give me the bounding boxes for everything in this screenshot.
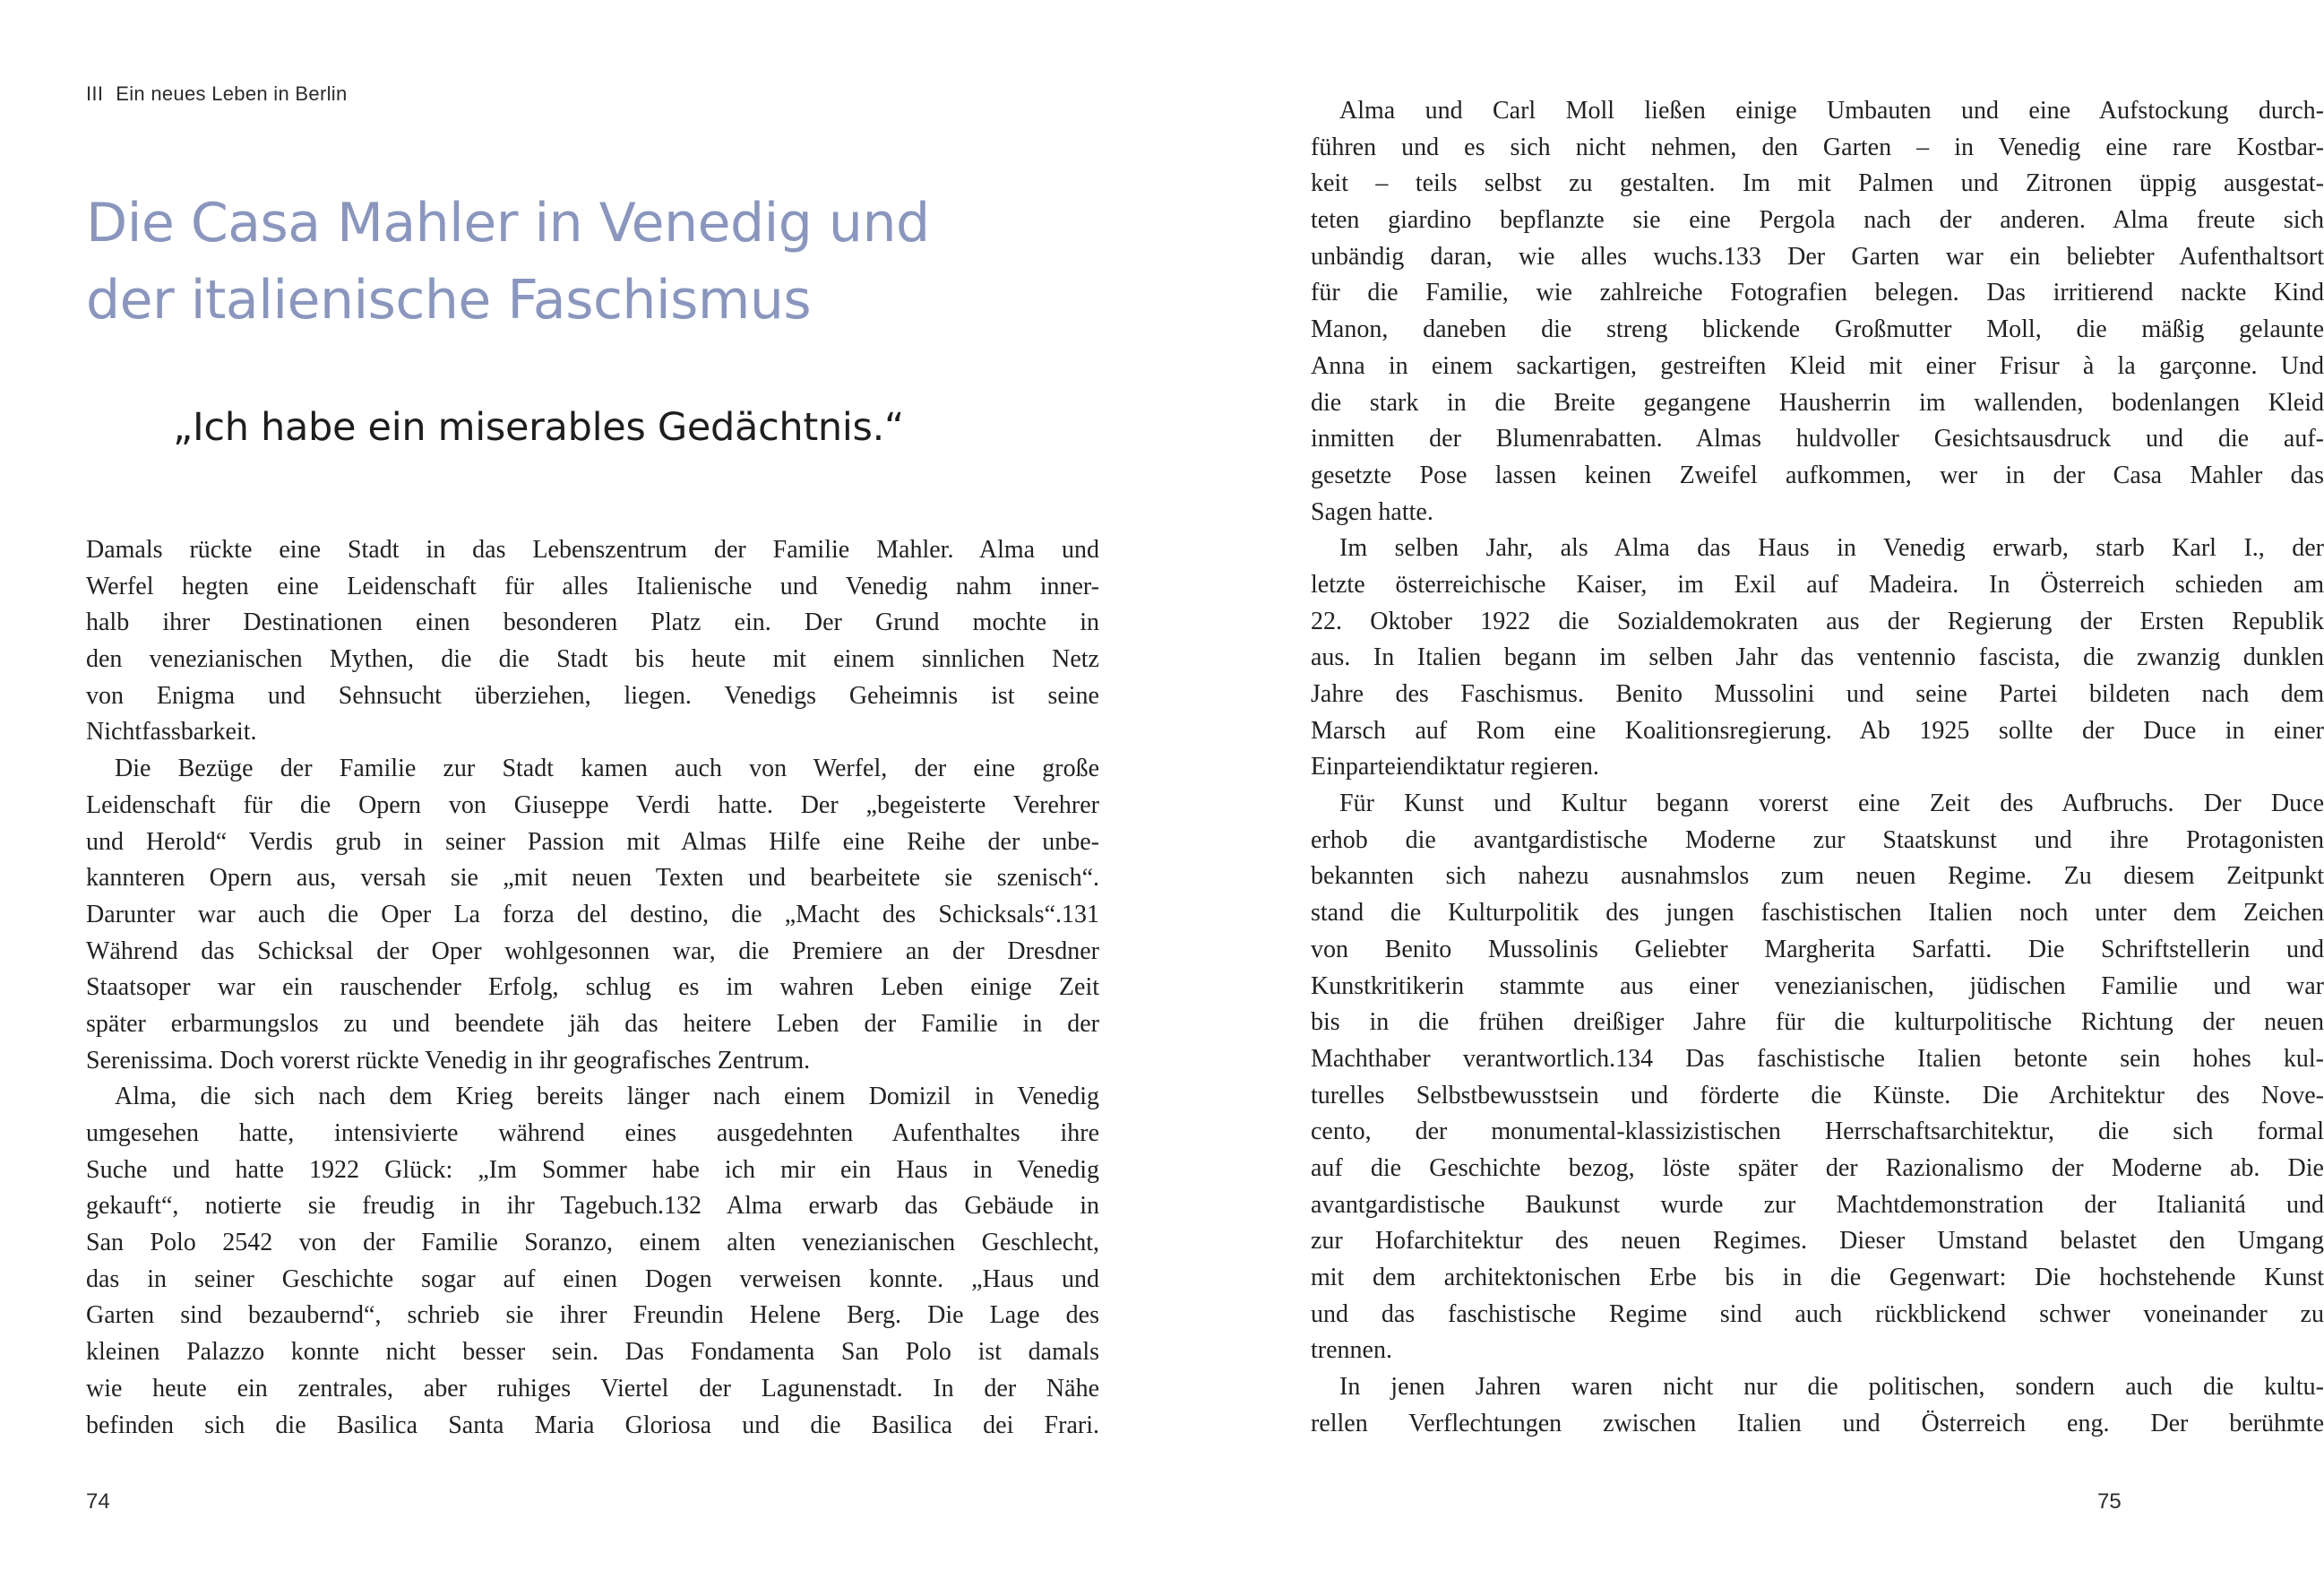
text-line: und das faschistische Regime sind auch rückblickend schwer voneinander zu	[1311, 1299, 2324, 1328]
text-line: inmitten der Blumenrabatten. Almas huldvoller Gesichtsausdruck und die auf-	[1311, 425, 2324, 453]
text-line: Anna in einem sackartigen, gestreiften Kleid mit einer Frisur à la garçonne. Und	[1311, 351, 2324, 380]
right-page	[1093, 0, 2324, 1588]
chapter-title-line-2: der italienische Faschismus	[86, 269, 812, 332]
text-line: von Enigma und Sehnsucht überziehen, liegen. Venedigs Geheimnis ist seine	[86, 681, 1099, 710]
text-line: Während das Schicksal der Oper wohlgesonnen war, die Premiere an der Dresdner	[86, 936, 1099, 965]
text-line: In jenen Jahren waren nicht nur die politischen, sondern auch die kultu-	[1339, 1373, 2324, 1402]
epigraph-quote: „Ich habe ein miserables Gedächtnis.“	[173, 405, 904, 450]
text-line: San Polo 2542 von der Familie Soranzo, einem alten venezianischen Geschlecht,	[86, 1229, 1099, 1257]
text-line: kannteren Opern aus, versah sie „mit neuen Texten und bearbeitete sie szenisch“.	[86, 864, 1099, 893]
text-line: Werfel hegten eine Leidenschaft für alles Italienische und Venedig nahm inner-	[86, 572, 1099, 600]
text-line: auf die Geschichte bezog, löste später der Razionalismo der Moderne ab. Die	[1311, 1153, 2324, 1182]
text-line: Manon, daneben die streng blickende Großmutter Moll, die mäßig gelaunte	[1311, 315, 2324, 344]
text-line: Damals rückte eine Stadt in das Lebenszentrum der Familie Mahler. Alma und	[86, 536, 1099, 564]
text-line: cento, der monumental-klassizistischen Herrschaftsarchitektur, die sich formal	[1311, 1118, 2324, 1146]
text-line: Jahre des Faschismus. Benito Mussolini und seine Partei bildeten nach dem	[1311, 680, 2324, 708]
text-line: Darunter war auch die Oper La forza del destino, die „Macht des Schicksals“.131	[86, 900, 1099, 928]
text-line: zur Hofarchitektur des neuen Regimes. Dieser Umstand belastet den Umgang	[1311, 1227, 2324, 1256]
text-line: und Herold“ Verdis grub in seiner Passion mit Almas Hilfe eine Reihe der unbe-	[86, 827, 1099, 856]
text-line: Suche und hatte 1922 Glück: „Im Sommer habe ich mir ein Haus in Venedig	[86, 1155, 1099, 1184]
text-line: Nichtfassbarkeit.	[86, 718, 257, 747]
running-head-text: Ein neues Leben in Berlin	[116, 82, 348, 105]
text-line: führen und es sich nicht nehmen, den Garten – in Venedig eine rare Kostbar-	[1311, 133, 2324, 161]
text-line: mit dem architektonischen Erbe bis in die Gegenwart: Die hochstehende Kunst	[1311, 1264, 2324, 1291]
text-line: Marsch auf Rom eine Koalitionsregierung. Ab 1925 sollte der Duce in einer	[1311, 716, 2324, 745]
text-line: Alma, die sich nach dem Krieg bereits länger nach einem Domizil in Venedig	[115, 1083, 1099, 1111]
chapter-title-line-1: Die Casa Mahler in Venedig und	[86, 192, 930, 255]
text-line: das in seiner Geschichte sogar auf einen Dogen verweisen konnte. „Haus und	[86, 1264, 1099, 1293]
text-line: den venezianischen Mythen, die die Stadt bis heute mit einem sinnlichen Netz	[86, 645, 1099, 674]
text-line: Machthaber verantwortlich.134 Das faschistische Italien betonte sein hohes kul-	[1311, 1044, 2324, 1073]
text-line: wie heute ein zentrales, aber ruhiges Viertel der Lagunenstadt. In der Nähe	[86, 1374, 1099, 1402]
text-line: für die Familie, wie zahlreiche Fotografien belegen. Das irritierend nackte Kind	[1311, 279, 2324, 307]
text-line: umgesehen hatte, intensivierte während eines ausgedehnten Aufenthaltes ihre	[86, 1119, 1099, 1147]
text-line: bekannten sich nahezu ausnahmslos zum neuen Regime. Zu diesem Zeitpunkt	[1311, 862, 2324, 891]
running-head-part-numeral: III	[86, 82, 104, 105]
text-line: Kunstkritikerin stammte aus einer venezianischen, jüdischen Familie und war	[1311, 971, 2324, 1000]
text-line: kleinen Palazzo konnte nicht besser sein. Das Fondamenta San Polo ist damals	[86, 1338, 1099, 1367]
page-number-right: 75	[2097, 1489, 2122, 1514]
text-line: aus. In Italien begann im selben Jahr das ventennio fascista, die zwanzig dunklen	[1311, 643, 2324, 672]
text-line: Alma und Carl Moll ließen einige Umbauten und eine Aufstockung durch-	[1339, 97, 2324, 125]
text-line: unbändig daran, wie alles wuchs.133 Der Garten war ein beliebter Aufenthaltsort	[1311, 242, 2324, 271]
text-line: teten giardino bepflanzte sie eine Pergola nach der anderen. Alma freute sich	[1311, 206, 2324, 235]
text-line: später erbarmungslos zu und beendete jäh das heitere Leben der Familie in der	[86, 1009, 1099, 1038]
text-line: trennen.	[1311, 1336, 1392, 1365]
text-line: Für Kunst und Kultur begann vorerst eine Zeit des Aufbruchs. Der Duce	[1339, 790, 2324, 818]
text-line: rellen Verflechtungen zwischen Italien und Österreich eng. Der berühmte	[1311, 1409, 2324, 1437]
text-line: stand die Kulturpolitik des jungen faschistischen Italien noch unter dem Zeichen	[1311, 899, 2324, 928]
right-body-text	[1311, 93, 2324, 1442]
text-line: halb ihrer Destinationen einen besonderen Platz ein. Der Grund mochte in	[86, 608, 1099, 637]
left-body-text	[86, 532, 1099, 1444]
text-line: gesetzte Pose lassen keinen Zweifel aufkommen, wer in der Casa Mahler das	[1311, 461, 2324, 489]
running-head	[86, 82, 347, 106]
text-line: Sagen hatte.	[1311, 497, 1433, 526]
text-line: von Benito Mussolinis Geliebter Margherita Sarfatti. Die Schriftstellerin und	[1311, 935, 2324, 963]
text-line: die stark in die Breite gegangene Hausherrin im wallenden, bodenlangen Kleid	[1311, 388, 2324, 417]
text-line: Im selben Jahr, als Alma das Haus in Venedig erwarb, starb Karl I., der	[1339, 534, 2324, 563]
text-line: Leidenschaft für die Opern von Giuseppe Verdi hatte. Der „begeisterte Verehrer	[86, 790, 1099, 819]
page-number-left: 74	[86, 1489, 110, 1514]
text-line: Staatsoper war ein rauschender Erfolg, schlug es im wahren Leben einige Zeit	[86, 973, 1099, 1002]
text-line: befinden sich die Basilica Santa Maria Gloriosa und die Basilica dei Frari.	[86, 1411, 1099, 1439]
text-line: erhob die avantgardistische Moderne zur Staatskunst und ihre Protagonisten	[1311, 825, 2324, 854]
text-line: turelles Selbstbewusstsein und förderte die Künste. Die Architektur des Nove-	[1311, 1081, 2324, 1109]
left-page	[0, 0, 1099, 1588]
text-line: gekauft“, notierte sie freudig in ihr Tagebuch.132 Alma erwarb das Gebäude in	[86, 1192, 1099, 1221]
chapter-title	[86, 185, 982, 339]
text-line: avantgardistische Baukunst wurde zur Machtdemonstration der Italianitá und	[1311, 1190, 2324, 1219]
text-line: 22. Oktober 1922 die Sozialdemokraten aus der Regierung der Ersten Republik	[1311, 607, 2324, 635]
text-line: letzte österreichische Kaiser, im Exil auf Madeira. In Österreich schieden am	[1311, 570, 2324, 599]
text-line: Serenissima. Doch vorerst rückte Venedig in ihr geografisches Zentrum.	[86, 1046, 811, 1074]
text-line: bis in die frühen dreißiger Jahre für die kulturpolitische Richtung der neuen	[1311, 1008, 2324, 1037]
text-line: Die Bezüge der Familie zur Stadt kamen auch von Werfel, der eine große	[115, 755, 1099, 783]
text-line: Einparteiendiktatur regieren.	[1311, 753, 1599, 781]
text-line: keit – teils selbst zu gestalten. Im mit Palmen und Zitronen üppig ausgestat-	[1311, 169, 2324, 198]
text-line: Garten sind bezaubernd“, schrieb sie ihrer Freundin Helene Berg. Die Lage des	[86, 1301, 1099, 1330]
